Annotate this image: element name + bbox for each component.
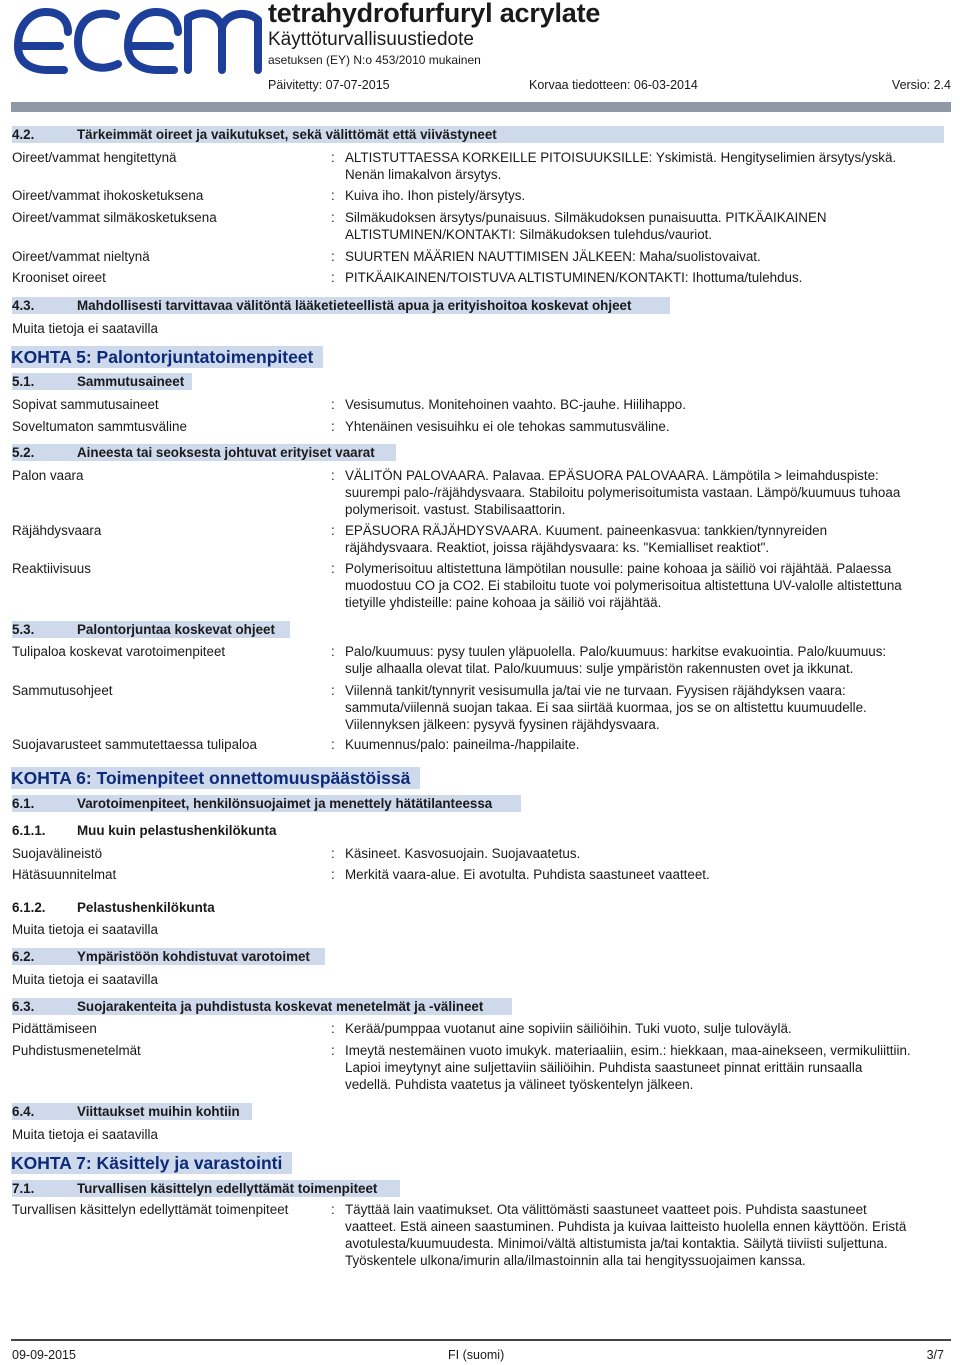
subsection-heading-6-1-2: 6.1.2. Pelastushenkilökunta (12, 900, 215, 915)
subsection-heading-4-2: 4.2. Tärkeimmät oireet ja vaikutukset, sekä välittömät että viivästyneet (12, 126, 944, 143)
header-divider (11, 102, 951, 112)
subsection-heading-5-2: 5.2. Aineesta tai seoksesta johtuvat erityiset vaarat (12, 444, 396, 461)
field-value: PITKÄAIKAINEN/TOISTUVA ALTISTUMINEN/KONTAKTI: Ihottuma/tulehdus. (345, 270, 803, 285)
field-label: Sammutusohjeet (12, 683, 113, 698)
field-value: Imeytä nestemäinen vuoto imukyk. materiaaliin, esim.: hiekkaan, maa-ainekseen, vermikuliittiin. Lapioi imeytynyt aine suljettaviin säiliöihin. Puhdista saastuneet pinnat erittäin runsaalla vedellä. Puhdista vaatetus ja välineet työskentelyn jälkeen. (345, 1043, 911, 1092)
field-value: Kerää/pumppaa vuotanut aine sopiviin säiliöihin. Tuki vuoto, sulje tuloväylä. (345, 1021, 792, 1036)
field-label: Pidättämiseen (12, 1021, 97, 1036)
field-value: Polymerisoituu altistettuna lämpötilan nousulle: paine kohoaa ja säiliö voi räjähtää. Palaessa muodostuu CO ja CO2. Ei stabiloitu tuote voi polymerisoitua altistettuna UV-valolle altistettuna tietyille yhdisteille: paine kohoaa ja säiliö voi räjähtää. (345, 561, 902, 610)
field-label: Soveltumaton sammtusväline (12, 419, 187, 434)
subsection-heading-6-2: 6.2. Ympäristöön kohdistuvat varotoimet (12, 948, 325, 965)
subsection-heading-4-3: 4.3. Mahdollisesti tarvittavaa välitöntä lääketieteellistä apua ja erityishoitoa koskevat ohjeet (12, 297, 670, 314)
subsection-heading-6-4: 6.4. Viittaukset muihin kohtiin (12, 1103, 252, 1120)
field-label: Oireet/vammat hengitettynä (12, 150, 177, 165)
field-label: Turvallisen käsittelyn edellyttämät toimenpiteet (12, 1202, 289, 1217)
section-heading-7: KOHTA 7: Käsittely ja varastointi (11, 1152, 292, 1174)
subsection-heading-5-1: 5.1. Sammutusaineet (12, 373, 192, 390)
field-value: EPÄSUORA RÄJÄHDYSVAARA. Kuument. paineenkasvua: tankkien/tynnyreiden räjähdysvaara. Reaktiot, joissa räjähdysvaara: ks. "Kemialliset reaktiot". (345, 523, 828, 555)
field-label: Oireet/vammat silmäkosketuksena (12, 210, 217, 225)
field-value: Viilennä tankit/tynnyrit vesisumulla ja/tai vie ne turvaan. Fyysisen räjähdyksen vaara: sammuta/viilennä suojan takaa. Ei saa siirtää kuormaa, jos se on altistettu kuumuudelle. Viilennyksen jälkeen: pysyvä fyysinen räjähdysvaara. (345, 683, 867, 732)
sds-page: tetrahydrofurfuryl acrylate Käyttöturvallisuustiedote asetuksen (EY) N:o 453/2010 mukainen Päivitetty: 07-07-2015 Korvaa tiedotteen: 06-03-2014 Versio: 2.4 4.2. Tärkeimmät oireet ja vaikutukset, sekä välittömät että viivästyneet Oireet/vammat hengitettynä : ALTISTUTTAESSA KORKEILLE PITOISUUKSILLE: Yskimistä. Hengityselimien ärsytys/yskä. Nenän limakalvon ärsytys. Oireet/vammat ihokosketuksena : Kuiva iho. Ihon pistely/ärsytys. Oireet/vammat silmäkosketuksena : Silmäkudoksen ärsytys/punaisuus. Silmäkudoksen punaisuutta. PITKÄAIKAINEN ALTISTUMINEN/KONTAKTI: Silmäkudoksen tulehdus/vauriot. Oireet/vammat nieltynä : SUURTEN MÄÄRIEN NAUTTIMISEN JÄLKEEN: Maha/suolistovaivat. Krooniset oireet : PITKÄAIKAINEN/TOISTUVA ALTISTUMINEN/KONTAKTI: Ihottuma/tulehdus. 4.3. Mahdollisesti tarvittavaa välitöntä lääketieteellistä apua ja erityishoitoa koskevat ohjeet Muita tietoja ei saatavilla KOHTA 5: Palontorjuntatoimenpiteet 5.1. Sammutusaineet Sopivat sammutusaineet : Vesisumutus. Monitehoinen vaahto. BC-jauhe. Hiilihappo. Soveltumaton sammtusväline : Yhtenäinen vesisuihku ei ole tehokas sammutusväline. 5.2. Aineesta tai seoksesta johtuvat erityiset vaarat Palon vaara : VÄLITÖN PALOVAARA. Palavaa. EPÄSUORA PALOVAARA. Lämpötila > leimahduspiste: suurempi palo-/räjähdysvaara. Stabiloitu polymerisoitumista vastaan. Lämpö/kuumuus tuhoaa polymerisoit. vastust. Stabilisaattorin. Räjähdysvaara : EPÄSUORA RÄJÄHDYSVAARA. Kuument. paineenkasvua: tankkien/tynnyreiden räjähdysvaara. Reaktiot, joissa räjähdysvaara: ks. "Kemialliset reaktiot". Reaktiivisuus : Polymerisoituu altistettuna lämpötilan nousulle: paine kohoaa ja säiliö voi räjähtää. Palaessa muodostuu CO ja CO2. Ei stabiloitu tuote voi polymerisoitua altistettuna UV-valolle altistettuna tietyille yhdisteille: paine kohoaa ja säiliö voi räjähtää. 5.3. Palontorjuntaa koskevat ohjeet Tulipaloa koskevat varotoimenpiteet : Palo/kuumuus: pysy tuulen yläpuolella. Palo/kuumuus: harkitse evakuointia. Palo/kuumuus: sulje alhaalla olevat tilat. Palo/kuumuus: sulje ympäristön rakennusten ovet ja ikkunat. Sammutusohjeet : Viilennä tankit/tynnyrit vesisumulla ja/tai vie ne turvaan. Fyysisen räjähdyksen vaara: sammuta/viilennä suojan takaa. Ei saa siirtää kuormaa, jos se on altistettu kuumuudelle. Viilennyksen jälkeen: pysyvä fyysinen räjähdysvaara. Suojavarusteet sammutettaessa tulipaloa : Kuumennus/palo: paineilma-/happilaite. KOHTA 6: Toimenpiteet onnettomuuspäästöissä 6.1. Varotoimenpiteet, henkilönsuojaimet ja menettely hätätilanteessa 6.1.1. Muu kuin pelastushenkilökunta Suojavälineistö : Käsineet. Kasvosuojain. Suojavaatetus. Hätäsuunnitelmat : Merkitä vaara-alue. Ei avotulta. Puhdista saastuneet vaatteet. 6.1.2. Pelastushenkilökunta Muita tietoja ei saatavilla 6.2. Ympäristöön kohdistuvat varotoimet Muita tietoja ei saatavilla 6.3. Suojarakenteita ja puhdistusta koskevat menetelmät ja -välineet Pidättämiseen : Kerää/pumppaa vuotanut aine sopiviin säiliöihin. Tuki vuoto, sulje tuloväylä. Puhdistusmenetelmät : Imeytä nestemäinen vuoto imukyk. materiaaliin, esim.: hiekkaan, maa-ainekseen, vermikuliittiin. Lapioi imeytynyt aine suljettaviin säiliöihin. Puhdista saastuneet pinnat erittäin runsaalla vedellä. Puhdista vaatetus ja välineet työskentelyn jälkeen. 6.4. Viittaukset muihin kohtiin Muita tietoja ei saatavilla KOHTA 7: Käsittely ja varastointi 7.1. Turvallisen käsittelyn edellyttämät toimenpiteet Turvallisen käsittelyn edellyttämät toimenpiteet : Täyttää lain vaatimukset. Ota välittömästi saastuneet vaatteet pois. Puhdista saastuneet vaatteet. Estä aineen saastuminen. Puhdista ja kuivaa laitteisto huolella ennen käyttöön. Eristä avotulesta/kuumuudesta. Minimoi/vältä altistumista ja/tai kontaktia. Säilytä tiiviisti suljettuna. Työskentele ulkona/imurin alla/ilmastoinnin alla tai hengityssuojaimen kanssa. 09-09-2015 FI (suomi) 3/7 (0, 0, 960, 1365)
field-value: ALTISTUTTAESSA KORKEILLE PITOISUUKSILLE: Yskimistä. Hengityselimien ärsytys/yskä. Nenän limakalvon ärsytys. (345, 150, 897, 182)
document-type: Käyttöturvallisuustiedote (268, 29, 474, 50)
subsection-heading-6-1-1: 6.1.1. Muu kuin pelastushenkilökunta (12, 823, 277, 838)
field-value: Yhtenäinen vesisuihku ei ole tehokas sammutusväline. (345, 419, 670, 434)
page-number: 3/7 (926, 1348, 944, 1362)
field-label: Oireet/vammat ihokosketuksena (12, 188, 204, 203)
field-label: Suojavälineistö (12, 846, 103, 861)
no-info-note: Muita tietoja ei saatavilla (12, 972, 158, 987)
regulation-note: asetuksen (EY) N:o 453/2010 mukainen (268, 53, 481, 67)
subsection-heading-6-3: 6.3. Suojarakenteita ja puhdistusta koskevat menetelmät ja -välineet (12, 998, 512, 1015)
field-label: Krooniset oireet (12, 270, 106, 285)
subsection-heading-5-3: 5.3. Palontorjuntaa koskevat ohjeet (12, 621, 290, 638)
field-label: Hätäsuunnitelmat (12, 867, 117, 882)
field-value: VÄLITÖN PALOVAARA. Palavaa. EPÄSUORA PALOVAARA. Lämpötila > leimahduspiste: suurempi palo-/räjähdysvaara. Stabiloitu polymerisoitumista vastaan. Lämpö/kuumuus tuhoaa polymerisoit. vastust. Stabilisaattorin. (345, 468, 901, 517)
field-value: Vesisumutus. Monitehoinen vaahto. BC-jauhe. Hiilihappo. (345, 397, 686, 412)
field-value: Palo/kuumuus: pysy tuulen yläpuolella. Palo/kuumuus: harkitse evakuointia. Palo/kuumuus: sulje alhaalla olevat tilat. Palo/kuumuus: sulje ympäristön rakennusten ovet ja ikkunat. (345, 644, 887, 676)
field-value: Kuiva iho. Ihon pistely/ärsytys. (345, 188, 526, 203)
footer-date: 09-09-2015 (12, 1348, 76, 1362)
product-title: tetrahydrofurfuryl acrylate (268, 0, 601, 28)
field-label: Sopivat sammutusaineet (12, 397, 159, 412)
no-info-note: Muita tietoja ei saatavilla (12, 321, 158, 336)
version-number: Versio: 2.4 (891, 78, 951, 92)
field-value: Kuumennus/palo: paineilma-/happilaite. (345, 737, 580, 752)
field-value: Täyttää lain vaatimukset. Ota välittömästi saastuneet vaatteet pois. Puhdista saastuneet vaatteet. Estä aineen saastuminen. Puhdista ja kuivaa laitteisto huolella ennen käyttöön. Eristä avotulesta/kuumuudesta. Minimoi/vältä altistumista ja/tai kontaktia. Säilytä tiiviisti suljettuna. Työskentele ulkona/imurin alla/ilmastoinnin alla tai hengityssuojaimen kanssa. (345, 1202, 907, 1268)
section-heading-5: KOHTA 5: Palontorjuntatoimenpiteet (11, 346, 323, 368)
field-value: SUURTEN MÄÄRIEN NAUTTIMISEN JÄLKEEN: Maha/suolistovaivat. (345, 249, 761, 264)
subsection-heading-6-1: 6.1. Varotoimenpiteet, henkilönsuojaimet ja menettely hätätilanteessa (12, 795, 521, 812)
ecem-logo (4, 2, 266, 78)
field-label: Palon vaara (12, 468, 84, 483)
field-label: Reaktiivisuus (12, 561, 91, 576)
field-value: Silmäkudoksen ärsytys/punaisuus. Silmäkudoksen punaisuutta. PITKÄAIKAINEN ALTISTUMINEN/KONTAKTI: Silmäkudoksen tulehdus/vauriot. (345, 210, 827, 242)
updated-date: Päivitetty: 07-07-2015 (268, 78, 390, 92)
field-label: Puhdistusmenetelmät (12, 1043, 141, 1058)
replaces-date: Korvaa tiedotteen: 06-03-2014 (529, 78, 698, 92)
field-label: Suojavarusteet sammutettaessa tulipaloa (12, 737, 257, 752)
field-value: Merkitä vaara-alue. Ei avotulta. Puhdista saastuneet vaatteet. (345, 867, 710, 882)
field-label: Tulipaloa koskevat varotoimenpiteet (12, 644, 226, 659)
no-info-note: Muita tietoja ei saatavilla (12, 922, 158, 937)
subsection-heading-7-1: 7.1. Turvallisen käsittelyn edellyttämät toimenpiteet (12, 1180, 400, 1197)
no-info-note: Muita tietoja ei saatavilla (12, 1127, 158, 1142)
field-label: Oireet/vammat nieltynä (12, 249, 150, 264)
footer-language: FI (suomi) (448, 1348, 505, 1362)
footer-divider (11, 1339, 951, 1341)
field-value: Käsineet. Kasvosuojain. Suojavaatetus. (345, 846, 581, 861)
field-label: Räjähdysvaara (12, 523, 102, 538)
section-heading-6: KOHTA 6: Toimenpiteet onnettomuuspäästöissä (11, 767, 420, 789)
